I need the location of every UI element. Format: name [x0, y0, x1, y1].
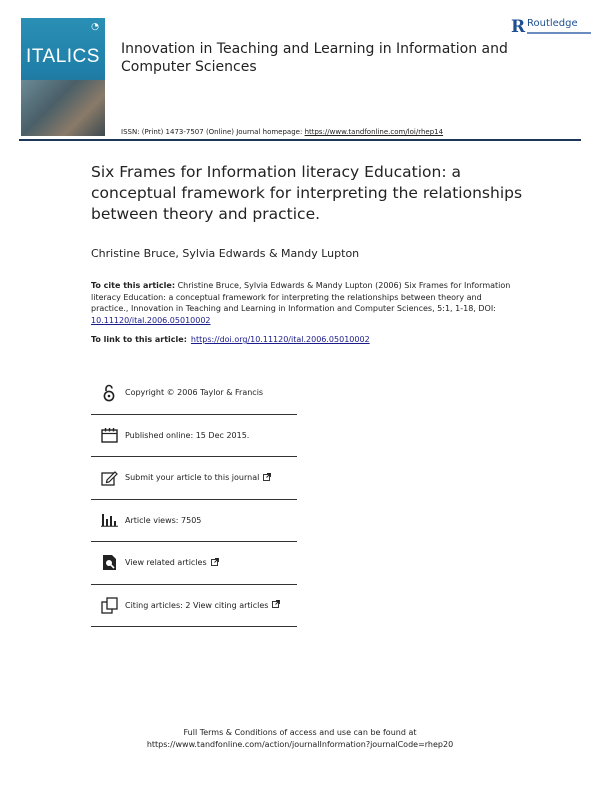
journal-cover [21, 18, 105, 136]
cover-photo [21, 80, 105, 136]
citing-pages-icon [100, 596, 118, 614]
published-text: Published online: 15 Dec 2015. [125, 430, 250, 440]
article-title: Six Frames for Information literacy Education: a conceptual framework for interpreting the relationships between theory and practice. [91, 163, 523, 223]
citing-item[interactable] [91, 585, 297, 628]
footer-terms-link[interactable]: https://www.tandfonline.com/action/journalInformation?journalCode=rhep20 [146, 740, 454, 749]
journal-homepage-link[interactable]: https://www.tandfonline.com/loi/rhep14 [304, 128, 444, 136]
views-item [91, 500, 297, 543]
routledge-r-icon: R [511, 17, 526, 37]
citation-doi-link[interactable]: 10.11120/ital.2006.05010002 [91, 315, 211, 325]
citation-label: To cite this article: [91, 281, 176, 290]
cover-mark-icon: ◔ [91, 22, 99, 32]
link-to-article [91, 335, 370, 344]
citation-text: Christine Bruce, Sylvia Edwards & Mandy Lupton (2006) Six Frames for Information literacy Education: a conceptual framework for interpreting the relationships between theory and practice., Innovation in Teaching and Learning in Information and Computer Sciences, 5:1, 1-18, DOI: [91, 281, 511, 313]
journal-title: Innovation in Teaching and Learning in Information and Computer Sciences [121, 41, 508, 75]
published-item [91, 415, 297, 458]
issn-text: ISSN: (Print) 1473-7507 (Online) Journal homepage: [121, 128, 305, 136]
bar-chart-icon [100, 511, 118, 529]
copyright-item [91, 372, 297, 415]
edit-pencil-icon [100, 469, 118, 487]
header-divider [19, 139, 581, 141]
article-meta-list [91, 372, 297, 627]
search-document-icon [100, 554, 118, 572]
submit-item[interactable] [91, 457, 297, 500]
external-link-icon [272, 600, 280, 610]
citation-block [91, 280, 521, 326]
external-link-icon [211, 558, 219, 568]
views-text: Article views: 7505 [125, 515, 202, 525]
publisher-tagline-line [527, 32, 591, 34]
article-doi-link[interactable]: https://doi.org/10.11120/ital.2006.05010002 [190, 335, 370, 344]
footer-line-1: Full Terms & Conditions of access and use can be found at [183, 728, 417, 737]
external-link-icon [263, 473, 271, 483]
article-authors: Christine Bruce, Sylvia Edwards & Mandy Lupton [91, 247, 360, 260]
citing-link[interactable]: Citing articles: 2 View citing articles [125, 600, 269, 610]
publisher-name: Routledge [527, 18, 578, 29]
open-access-lock-icon [100, 384, 118, 402]
link-label: To link to this article: [91, 335, 187, 344]
copyright-text: Copyright © 2006 Taylor & Francis [125, 388, 264, 398]
related-link[interactable]: View related articles [125, 558, 207, 568]
footer-terms [0, 727, 600, 751]
calendar-icon [100, 426, 118, 444]
issn-line [121, 128, 443, 136]
submit-link[interactable]: Submit your article to this journal [125, 473, 260, 483]
cover-brand: ITALICS [26, 46, 100, 67]
publisher-logo [511, 17, 591, 43]
related-item[interactable] [91, 542, 297, 585]
